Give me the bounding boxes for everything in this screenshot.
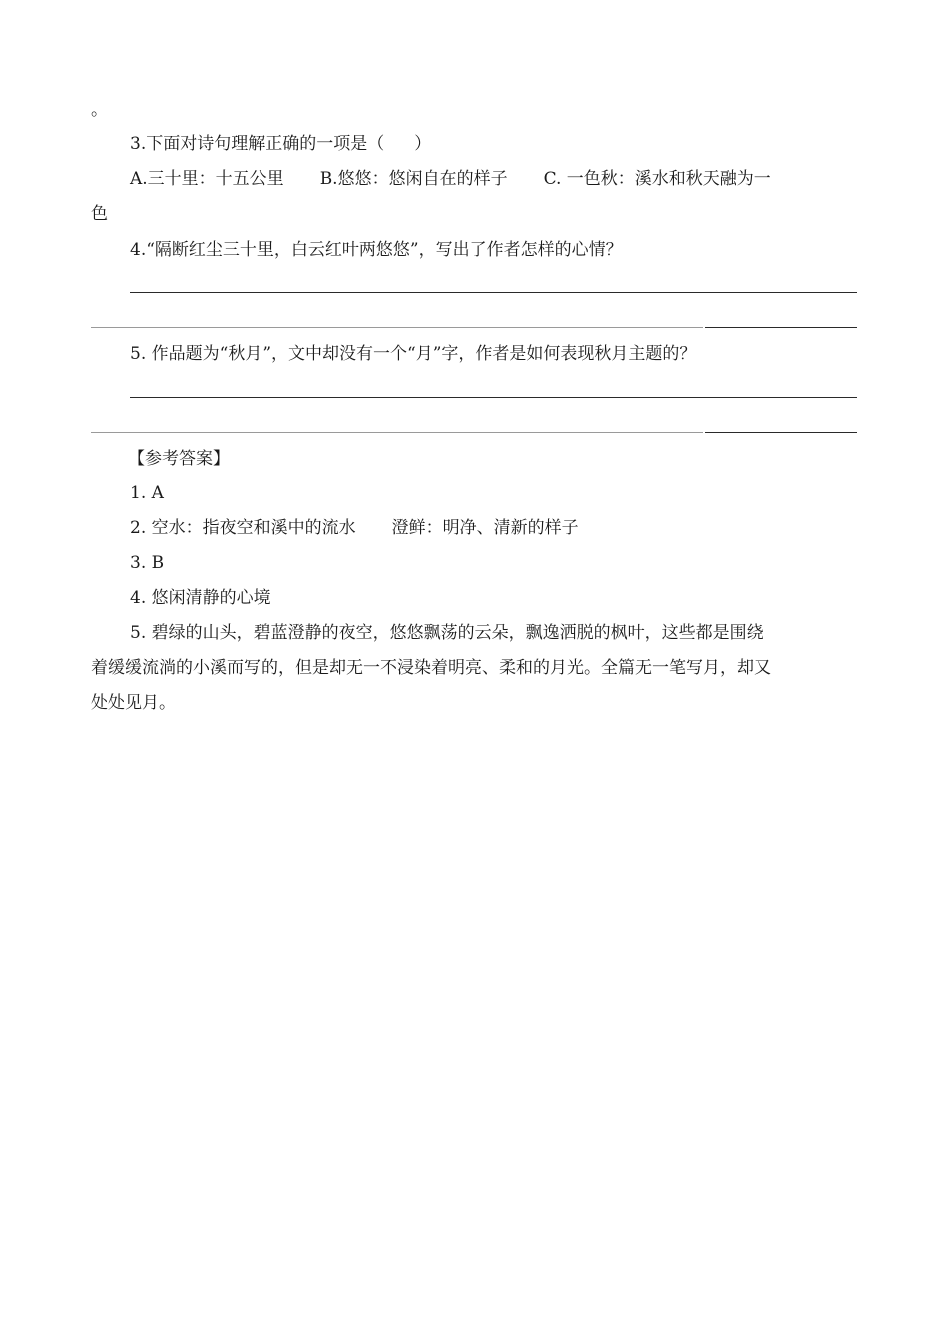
answer-5-line-2: 着缓缓流淌的小溪而写的，但是却无一不浸染着明亮、柔和的月光。全篇无一笔写月，却又: [91, 658, 771, 678]
answers-heading: 【参考答案】: [128, 449, 230, 469]
question-4-answer-line-1[interactable]: [130, 292, 857, 293]
answer-2: [130, 516, 858, 540]
answer-1: 1. A: [130, 483, 164, 503]
question-5-prompt: 5. 作品题为“秋月”，文中却没有一个“月”字，作者是如何表现秋月主题的？: [130, 344, 697, 364]
question-4-prompt: 4.“隔断红尘三十里，白云红叶两悠悠”，写出了作者怎样的心情？: [130, 240, 623, 260]
question-4-answer-line-2[interactable]: [91, 327, 703, 328]
question-3-prompt: [130, 132, 858, 156]
question-3-option-a: A.三十里：十五公里: [130, 169, 284, 189]
question-3-prompt-text: 3.下面对诗句理解正确的一项是（: [130, 134, 385, 154]
answer-4: 4. 悠闲清静的心境: [130, 588, 271, 608]
question-3-prompt-close: ）: [414, 134, 432, 154]
answer-2-part-1: 2. 空水：指夜空和溪中的流水: [130, 518, 356, 538]
question-5-answer-line-1[interactable]: [130, 397, 857, 398]
question-5-answer-line-2[interactable]: [91, 432, 703, 433]
question-3-option-c: C. 一色秋：溪水和秋天融为一: [543, 169, 771, 189]
question-3-options: [130, 167, 858, 191]
answer-2-part-2: 澄鲜：明净、清新的样子: [391, 518, 579, 538]
question-5-answer-line-2-tail[interactable]: [705, 432, 857, 433]
question-4-answer-line-2-tail[interactable]: [705, 327, 857, 328]
question-3-option-b: B.悠悠：悠闲自在的样子: [319, 169, 508, 189]
answer-3: 3. B: [130, 553, 165, 573]
answer-5-line-3: 处处见月。: [91, 693, 176, 713]
continuation-mark: 。: [91, 100, 108, 120]
answer-5-line-1: 5. 碧绿的山头，碧蓝澄静的夜空，悠悠飘荡的云朵，飘逸洒脱的枫叶，这些都是围绕: [130, 623, 764, 643]
question-3-option-c-continued: 色: [91, 204, 108, 224]
